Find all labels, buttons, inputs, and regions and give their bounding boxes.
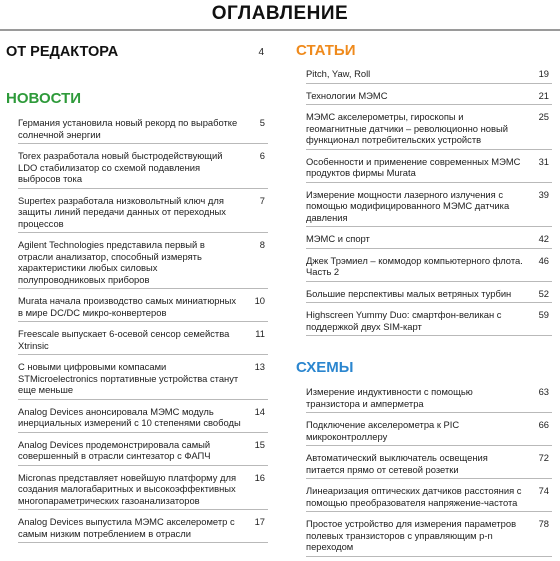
toc-item-title: Torex разработала новый быстродействующий LDO стабилизатор со схемой подавления выбросов тока xyxy=(18,150,223,184)
toc-item[interactable] xyxy=(306,253,552,282)
toc-item[interactable] xyxy=(18,293,268,322)
toc-item-page: 6 xyxy=(259,150,265,161)
toc-item-page: 7 xyxy=(259,194,265,206)
toc-item-title: Murata начала производство самых миниатюрных в мире DC/DC микро-конвертеров xyxy=(18,295,237,318)
toc-item[interactable] xyxy=(306,483,552,512)
toc-item-page: 59 xyxy=(538,309,549,320)
editor-entry[interactable] xyxy=(6,40,268,66)
toc-item[interactable] xyxy=(306,66,552,84)
toc-item[interactable] xyxy=(306,307,552,336)
toc-item-title: Измерение мощности лазерного излучения с помощью модифицированного МЭМС датчика давления xyxy=(306,188,510,223)
toc-item-title: Технологии МЭМС xyxy=(306,89,388,101)
toc-item-title: Линеаризация оптических датчиков расстояния с помощью преобразователя напряжение-частота xyxy=(306,485,522,508)
left-column xyxy=(6,40,268,547)
toc-item-page: 31 xyxy=(538,155,549,167)
toc-item-page: 39 xyxy=(538,188,549,200)
toc-item-title: МЭМС акселерометры, гироскопы и геомагнитные датчики – революционно новый функционал потребительских устройств xyxy=(306,111,508,145)
toc-item[interactable] xyxy=(18,193,268,234)
editor-title: ОТ РЕДАКТОРА xyxy=(6,44,119,60)
news-heading: НОВОСТИ xyxy=(6,90,82,107)
toc-item[interactable] xyxy=(18,115,268,144)
toc-item[interactable] xyxy=(18,237,268,289)
toc-item-page: 8 xyxy=(259,239,265,250)
toc-item-title: Micronas представляет новейшую платформу для создания малогабаритных и высокоэффективных многопараметрических газоанализаторов xyxy=(18,471,237,506)
toc-item-title: Особенности и применение современных МЭМС продуктов фирмы Murata xyxy=(306,155,521,178)
news-list xyxy=(6,115,268,543)
toc-item-page: 15 xyxy=(254,438,265,450)
title-divider xyxy=(0,29,560,31)
toc-item-page: 74 xyxy=(538,485,549,496)
toc-item-title: Измерение индуктивности с помощью транзистора и амперметра xyxy=(306,386,473,409)
toc-item-page: 52 xyxy=(538,287,549,299)
toc-item[interactable] xyxy=(306,231,552,249)
toc-item[interactable] xyxy=(306,109,552,150)
toc-item-title: Большие перспективы малых ветряных турбин xyxy=(306,287,512,299)
toc-item[interactable] xyxy=(18,470,268,511)
toc-item-page: 46 xyxy=(538,254,549,266)
articles-list xyxy=(296,66,552,336)
toc-item-title: Германия установила новый рекорд по выработке солнечной энергии xyxy=(18,117,238,140)
toc-item-title: МЭМС и спорт xyxy=(306,233,370,244)
toc-item-page: 5 xyxy=(259,117,265,128)
toc-item-page: 10 xyxy=(254,295,265,306)
toc-item-page: 72 xyxy=(538,452,549,463)
toc-item[interactable] xyxy=(18,514,268,543)
page-title: ОГЛАВЛЕНИЕ xyxy=(211,3,349,24)
toc-item-page: 66 xyxy=(538,419,549,430)
toc-item-title: Автоматический выключатель освещения питается прямо от сетевой розетки xyxy=(306,452,488,475)
toc-item[interactable] xyxy=(306,154,552,183)
toc-item-title: Freescale выпускает 6-осевой сенсор семейства Xtrinsic xyxy=(18,328,230,351)
toc-item-page: 11 xyxy=(255,328,265,339)
toc-item[interactable] xyxy=(306,450,552,479)
toc-item-page: 25 xyxy=(538,111,549,122)
editor-page-number: 4 xyxy=(258,47,264,58)
toc-item[interactable] xyxy=(306,187,552,228)
toc-item[interactable] xyxy=(306,88,552,106)
toc-item[interactable] xyxy=(306,384,552,413)
toc-item[interactable] xyxy=(18,359,268,400)
toc-item-title: Analog Devices продемонстрировала самый совершенный в отрасли синтезатор с ФАПЧ xyxy=(18,438,211,461)
toc-item-title: Pitch, Yaw, Roll xyxy=(306,68,371,79)
toc-item-title: Analog Devices анонсировала МЭМС модуль инерциальных измерений с 10 степенями свободы xyxy=(18,405,241,428)
toc-item-page: 78 xyxy=(538,518,549,529)
toc-item-page: 21 xyxy=(538,89,549,101)
toc-item-title: Подключение акселерометра к PIC микроконтроллеру xyxy=(306,419,460,442)
toc-item-title: Supertex разработала низковольтный ключ для защиты линий передачи данных от переходных процессов xyxy=(18,194,226,229)
toc-item-page: 14 xyxy=(254,405,265,417)
toc-item-title: Highscreen Yummy Duo: смартфон-великан с поддержкой двух SIM-карт xyxy=(306,309,502,332)
toc-item-title: Analog Devices выпустила МЭМС акселерометр с самым низким потреблением в отрасли xyxy=(18,516,235,539)
toc-item[interactable] xyxy=(306,417,552,446)
toc-item[interactable] xyxy=(18,437,268,466)
toc-item[interactable] xyxy=(306,286,552,304)
toc-item[interactable] xyxy=(18,326,268,355)
toc-item-title: Agilent Technologies представила первый в отрасли анализатор, способный измерять характеристики любых силовых полупроводниковых приборов xyxy=(18,239,205,285)
toc-item[interactable] xyxy=(18,148,268,189)
toc-item-page: 13 xyxy=(254,361,265,372)
toc-item-page: 63 xyxy=(538,386,549,397)
toc-item-title: Джек Трэмиел – коммодор компьютерного флота. Часть 2 xyxy=(306,254,523,277)
toc-item-page: 42 xyxy=(538,233,549,244)
toc-item-page: 16 xyxy=(254,471,265,483)
toc-item[interactable] xyxy=(306,516,552,557)
toc-item-title: Простое устройство для измерения параметров полевых транзисторов с управляющим p-n переходом xyxy=(306,518,517,552)
toc-item[interactable] xyxy=(18,404,268,433)
articles-heading: СТАТЬИ xyxy=(296,42,356,59)
schemes-heading: СХЕМЫ xyxy=(296,359,354,376)
right-column xyxy=(296,40,552,561)
schemes-list xyxy=(296,384,552,557)
toc-item-page: 17 xyxy=(254,516,265,527)
toc-item-title: С новыми цифровыми компасами STMicroelectronics портативные устройства станут еще меньше xyxy=(18,361,239,395)
toc-item-page: 19 xyxy=(538,68,549,79)
